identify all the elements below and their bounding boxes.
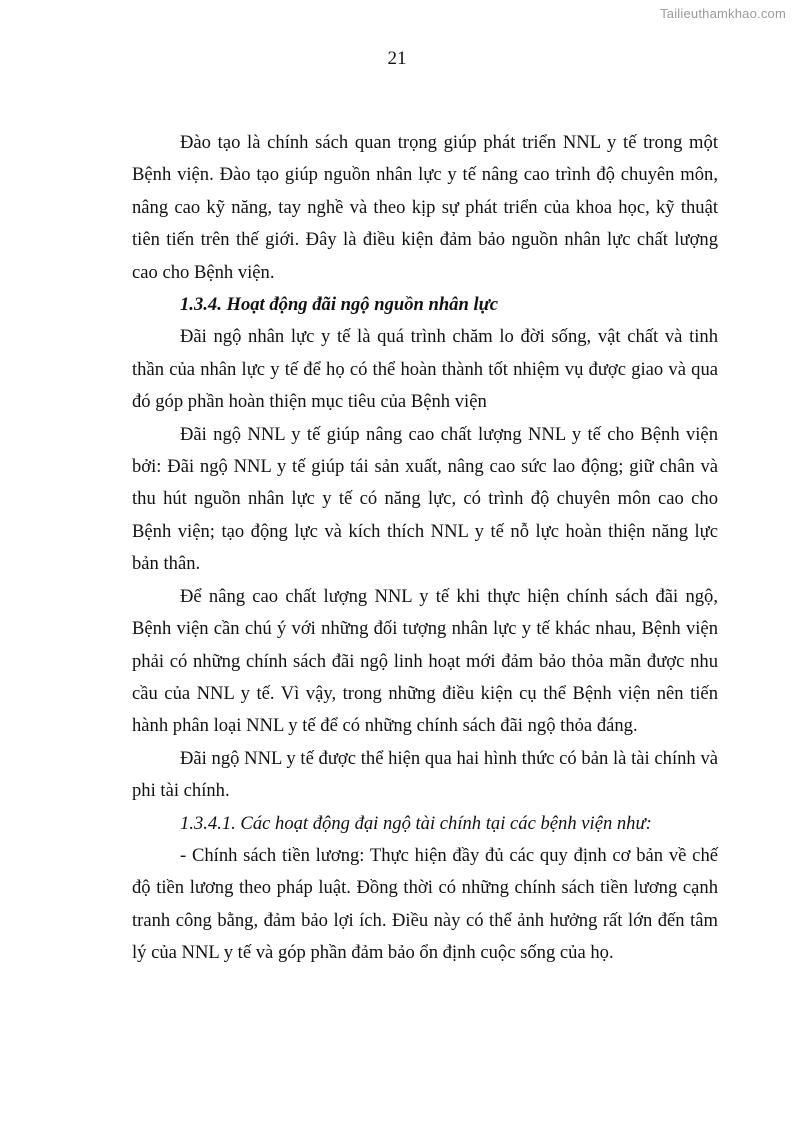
paragraph-training: Đào tạo là chính sách quan trọng giúp phát triển NNL y tế trong một Bệnh viện. Đào tạo giúp nguồn nhân lực y tế nâng cao trình độ chuyên môn, nâng cao kỹ năng, tay nghề và theo kịp sự phát triển của khoa học, kỹ thuật tiên tiến trên thế giới. Đây là điều kiện đảm bảo nguồn nhân lực chất lượng cao cho Bệnh viện.: [132, 132, 718, 283]
paragraph-salary-policy: - Chính sách tiền lương: Thực hiện đầy đủ các quy định cơ bản về chế độ tiền lương theo pháp luật. Đồng thời có những chính sách tiền lương cạnh tranh công bằng, đảm bảo lợi ích. Điều này có thể ảnh hưởng rất lớn đến tâm lý của NNL y tế và góp phần đảm bảo ổn định cuộc sống của họ.: [132, 844, 718, 964]
paragraph-forms: Đãi ngộ NNL y tế được thể hiện qua hai hình thức có bản là tài chính và phi tài chính.: [132, 747, 718, 802]
paragraph-benefits: Đãi ngộ NNL y tế giúp nâng cao chất lượng NNL y tế cho Bệnh viện bởi: Đãi ngộ NNL y tế giúp tái sản xuất, nâng cao sức lao động; giữ chân và thu hút nguồn nhân lực y tế có năng lực, có trình độ chuyên môn cao cho Bệnh viện; tạo động lực và kích thích NNL y tế nỗ lực hoàn thiện năng lực bản thân.: [132, 423, 718, 575]
document-body: [132, 127, 718, 970]
paragraph-definition: Đãi ngộ nhân lực y tế là quá trình chăm lo đời sống, vật chất và tinh thần của nhân lực y tế để họ có thể hoàn thành tốt nhiệm vụ được giao và qua đó góp phần hoàn thiện mục tiêu của Bệnh viện: [132, 326, 718, 413]
section-heading-1-3-4: 1.3.4. Hoạt động đãi ngộ nguồn nhân lực: [180, 294, 499, 316]
watermark: Tailieuthamkhao.com: [660, 6, 786, 21]
page-number: 21: [387, 48, 407, 69]
subsection-heading-1-3-4-1: 1.3.4.1. Các hoạt động đại ngộ tài chính tại các bệnh viện như:: [180, 812, 652, 834]
paragraph-policy: Để nâng cao chất lượng NNL y tế khi thực hiện chính sách đãi ngộ, Bệnh viện cần chú ý với những đối tượng nhân lực y tế khác nhau, Bệnh viện phải có những chính sách đãi ngộ linh hoạt mới đảm bảo thỏa mãn được nhu cầu của NNL y tế. Vì vậy, trong những điều kiện cụ thể Bệnh viện nên tiến hành phân loại NNL y tế để có những chính sách đãi ngộ thỏa đáng.: [132, 585, 718, 737]
